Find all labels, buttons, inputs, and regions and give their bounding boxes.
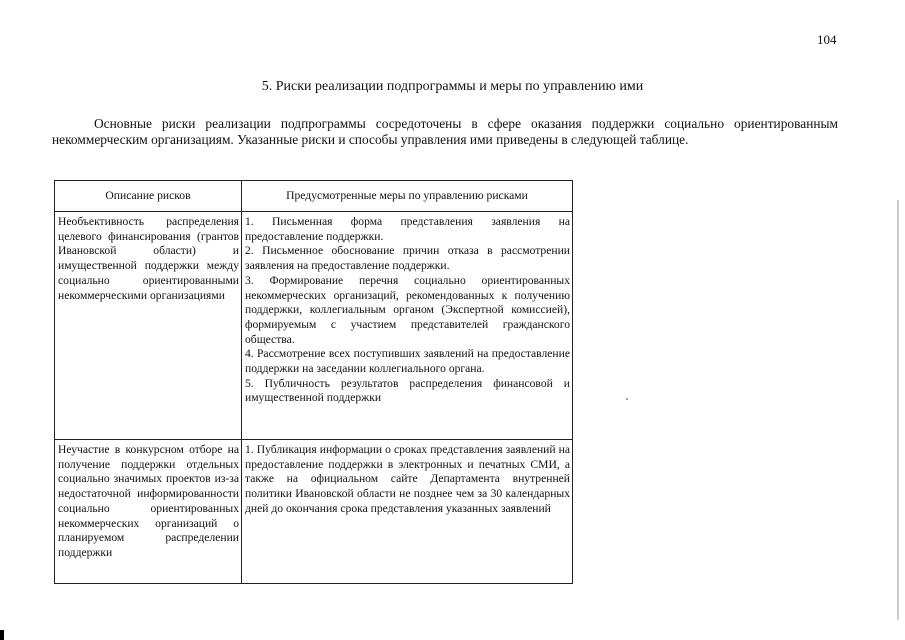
scan-left-mark — [0, 630, 4, 640]
measure-item: 2. Письменное обоснование причин отказа в рассмотрении заявления на предоставление поддержки. — [245, 244, 570, 273]
table-header-row — [55, 181, 573, 212]
risk-description-cell: Неучастие в конкурсном отборе на получение поддержки отдельных социально значимых проектов из-за недостаточной информированности социально ориентированных некоммерческих организаций о планируемом распределении поддержки — [55, 440, 242, 584]
section-title: 5. Риски реализации подпрограммы и меры по управлению ими — [261, 79, 644, 94]
table-row — [55, 212, 573, 440]
table-row — [55, 440, 573, 584]
measure-item: 1. Публикация информации о сроках представления заявлений на предоставление поддержки в электронных и печатных СМИ, а также на официальном сайте Департамента внутренней политики Ивановской области не позднее чем за 30 календарных дней до окончания срока представления указанных заявлений — [245, 443, 570, 515]
measure-item: 5. Публичность результатов распределения финансовой и имущественной поддержки — [245, 376, 570, 405]
scan-edge-line — [897, 200, 899, 620]
measures-cell — [242, 440, 573, 584]
page-number: 104 — [817, 32, 837, 47]
risk-description-cell: Необъективность распределения целевого финансирования (грантов Ивановской области) и имущественной поддержки между социально ориентированными некоммерческими организациями — [55, 212, 242, 440]
measure-item: 3. Формирование перечня социально ориентированных некоммерческих организаций, рекомендованных к получению поддержки, коллегиальным органом (Экспертной комиссией), формируемым с участием представителей гражданского общества. — [245, 273, 570, 346]
risk-table — [54, 180, 573, 584]
header-measures: Предусмотренные меры по управлению рисками — [242, 181, 573, 212]
header-risk-description: Описание рисков — [55, 181, 242, 212]
measure-item: 1. Письменная форма представления заявления на предоставление поддержки. — [245, 215, 570, 243]
intro-paragraph: Основные риски реализации подпрограммы сосредоточены в сфере оказания поддержки социально ориентированным некоммерческим организациям. Указанные риски и способы управления ими приведены в следующей таблице. — [52, 116, 838, 147]
measure-item: 4. Рассмотрение всех поступивших заявлений на предоставление поддержки на заседании коллегиального органа. — [245, 347, 570, 376]
measures-cell — [242, 212, 573, 440]
scan-speck — [626, 398, 628, 400]
